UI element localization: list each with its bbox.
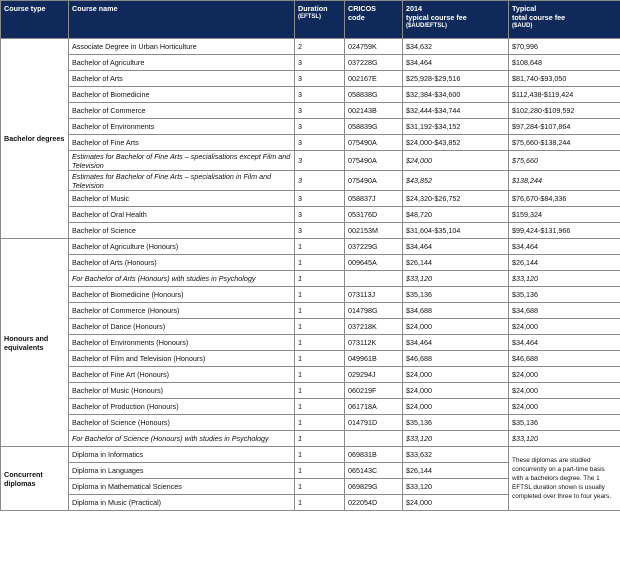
cricos-cell: 073112K: [345, 335, 403, 351]
cricos-cell: 002153M: [345, 223, 403, 239]
total-fee-cell: $97,284-$107,864: [509, 119, 620, 135]
course-name-cell: Bachelor of Fine Arts: [69, 135, 295, 151]
table-body: [1, 39, 620, 511]
duration-cell: 3: [295, 55, 345, 71]
duration-cell: 3: [295, 171, 345, 191]
fee-cell: $43,852: [403, 171, 509, 191]
fee-cell: $24,000: [403, 399, 509, 415]
cricos-cell: 009645A: [345, 255, 403, 271]
course-name-cell: Bachelor of Music: [69, 191, 295, 207]
duration-cell: 3: [295, 135, 345, 151]
header-duration: Duration (EFTSL): [295, 1, 345, 39]
fee-cell: $35,136: [403, 415, 509, 431]
cricos-cell: 069829G: [345, 479, 403, 495]
course-name-cell: Bachelor of Agriculture: [69, 55, 295, 71]
course-name-cell: Diploma in Informatics: [69, 447, 295, 463]
total-fee-cell: $24,000: [509, 319, 620, 335]
fee-cell: $26,144: [403, 255, 509, 271]
table-row: [1, 191, 620, 207]
course-name-cell: Bachelor of Commerce (Honours): [69, 303, 295, 319]
cricos-cell: 022054D: [345, 495, 403, 511]
header-cricos: CRICOS code: [345, 1, 403, 39]
header-course-type: Course type: [1, 1, 69, 39]
total-fee-cell: $76,670-$84,336: [509, 191, 620, 207]
cricos-cell: 058838G: [345, 87, 403, 103]
course-name-cell: Bachelor of Environments (Honours): [69, 335, 295, 351]
duration-cell: 3: [295, 151, 345, 171]
fee-cell: $24,000: [403, 367, 509, 383]
duration-cell: 1: [295, 271, 345, 287]
duration-cell: 1: [295, 463, 345, 479]
course-name-cell: Bachelor of Arts (Honours): [69, 255, 295, 271]
cricos-cell: 014798G: [345, 303, 403, 319]
cricos-cell: 069831B: [345, 447, 403, 463]
fee-cell: $34,688: [403, 303, 509, 319]
table-row: [1, 271, 620, 287]
duration-cell: 1: [295, 319, 345, 335]
table-row: [1, 151, 620, 171]
table-row: [1, 431, 620, 447]
table-row: [1, 103, 620, 119]
duration-cell: 3: [295, 207, 345, 223]
fee-cell: $34,464: [403, 55, 509, 71]
course-name-cell: Diploma in Mathematical Sciences: [69, 479, 295, 495]
fee-cell: $33,120: [403, 271, 509, 287]
fee-cell: $33,120: [403, 479, 509, 495]
course-type-cell: Bachelor degrees: [1, 39, 69, 239]
course-name-cell: Bachelor of Fine Art (Honours): [69, 367, 295, 383]
course-name-cell: Bachelor of Science: [69, 223, 295, 239]
table-row: [1, 335, 620, 351]
table-row: [1, 447, 620, 463]
fee-cell: $34,632: [403, 39, 509, 55]
table-row: [1, 287, 620, 303]
total-fee-cell: $99,424-$131,966: [509, 223, 620, 239]
total-fee-cell: $24,000: [509, 367, 620, 383]
course-name-cell: Bachelor of Commerce: [69, 103, 295, 119]
total-fee-cell: $112,438-$119,424: [509, 87, 620, 103]
cricos-cell: 060219F: [345, 383, 403, 399]
fee-cell: $34,464: [403, 239, 509, 255]
course-name-cell: Bachelor of Dance (Honours): [69, 319, 295, 335]
fee-cell: $31,192-$34,152: [403, 119, 509, 135]
cricos-cell: 029294J: [345, 367, 403, 383]
course-type-cell: Honours and equivalents: [1, 239, 69, 447]
table-row: [1, 399, 620, 415]
course-name-cell: Bachelor of Science (Honours): [69, 415, 295, 431]
fee-cell: $35,136: [403, 287, 509, 303]
duration-cell: 3: [295, 223, 345, 239]
fee-cell: $33,120: [403, 431, 509, 447]
total-fee-cell: $24,000: [509, 399, 620, 415]
total-fee-cell: $34,688: [509, 303, 620, 319]
course-name-cell: For Bachelor of Science (Honours) with studies in Psychology: [69, 431, 295, 447]
duration-cell: 1: [295, 255, 345, 271]
course-name-cell: Bachelor of Biomedicine: [69, 87, 295, 103]
total-fee-cell: $108,648: [509, 55, 620, 71]
cricos-cell: 065143C: [345, 463, 403, 479]
table-row: [1, 171, 620, 191]
cricos-cell: 049961B: [345, 351, 403, 367]
total-fee-cell: $75,660: [509, 151, 620, 171]
fee-cell: $24,320-$26,752: [403, 191, 509, 207]
fee-cell: $24,000: [403, 383, 509, 399]
cricos-cell: 061718A: [345, 399, 403, 415]
duration-cell: 3: [295, 71, 345, 87]
table-row: [1, 255, 620, 271]
course-name-cell: Bachelor of Production (Honours): [69, 399, 295, 415]
cricos-cell: [345, 431, 403, 447]
course-name-cell: For Bachelor of Arts (Honours) with studies in Psychology: [69, 271, 295, 287]
fee-cell: $24,000: [403, 151, 509, 171]
table-row: [1, 207, 620, 223]
duration-cell: 1: [295, 431, 345, 447]
fee-cell: $24,000: [403, 319, 509, 335]
diploma-note: These diplomas are studied concurrently on a part-time basis with a bachelors degree. The 1 EFTSL duration shown is usually completed over three to four years.: [509, 447, 620, 511]
total-fee-cell: $35,136: [509, 415, 620, 431]
table-row: [1, 415, 620, 431]
duration-cell: 3: [295, 87, 345, 103]
total-fee-cell: $34,464: [509, 335, 620, 351]
course-name-cell: Bachelor of Arts: [69, 71, 295, 87]
total-fee-cell: $33,120: [509, 431, 620, 447]
table-header: [1, 1, 620, 39]
duration-cell: 1: [295, 287, 345, 303]
cricos-cell: 014791D: [345, 415, 403, 431]
total-fee-cell: $46,688: [509, 351, 620, 367]
cricos-cell: 002167E: [345, 71, 403, 87]
fee-cell: $24,000: [403, 495, 509, 511]
fee-cell: $48,720: [403, 207, 509, 223]
fee-cell: $34,464: [403, 335, 509, 351]
total-fee-cell: $26,144: [509, 255, 620, 271]
cricos-cell: 037229G: [345, 239, 403, 255]
cricos-cell: 075490A: [345, 151, 403, 171]
course-name-cell: Estimates for Bachelor of Fine Arts – specialisations except Film and Television: [69, 151, 295, 171]
course-name-cell: Estimates for Bachelor of Fine Arts – specialisation in Film and Television: [69, 171, 295, 191]
course-name-cell: Diploma in Languages: [69, 463, 295, 479]
total-fee-cell: $75,660-$138,244: [509, 135, 620, 151]
cricos-cell: 058839G: [345, 119, 403, 135]
total-fee-cell: $33,120: [509, 271, 620, 287]
fee-cell: $46,688: [403, 351, 509, 367]
table-row: [1, 319, 620, 335]
duration-cell: 1: [295, 399, 345, 415]
cricos-cell: 075490A: [345, 171, 403, 191]
duration-cell: 1: [295, 383, 345, 399]
table-row: [1, 71, 620, 87]
duration-cell: 3: [295, 191, 345, 207]
header-fee-2014: 2014 typical course fee ($AUD/EFTSL): [403, 1, 509, 39]
duration-cell: 1: [295, 239, 345, 255]
course-name-cell: Bachelor of Agriculture (Honours): [69, 239, 295, 255]
duration-cell: 1: [295, 447, 345, 463]
table-row: [1, 303, 620, 319]
cricos-cell: 073113J: [345, 287, 403, 303]
fee-cell: $32,384-$34,600: [403, 87, 509, 103]
duration-cell: 2: [295, 39, 345, 55]
total-fee-cell: $34,464: [509, 239, 620, 255]
cricos-cell: 024759K: [345, 39, 403, 55]
cricos-cell: 037228G: [345, 55, 403, 71]
duration-cell: 1: [295, 415, 345, 431]
total-fee-cell: $81,740-$93,050: [509, 71, 620, 87]
fee-cell: $24,000-$43,852: [403, 135, 509, 151]
total-fee-cell: $102,280-$109,592: [509, 103, 620, 119]
cricos-cell: 037218K: [345, 319, 403, 335]
course-name-cell: Bachelor of Music (Honours): [69, 383, 295, 399]
total-fee-cell: $24,000: [509, 383, 620, 399]
duration-cell: 1: [295, 351, 345, 367]
table-row: [1, 223, 620, 239]
fee-cell: $25,928-$29,516: [403, 71, 509, 87]
course-name-cell: Associate Degree in Urban Horticulture: [69, 39, 295, 55]
cricos-cell: 053176D: [345, 207, 403, 223]
cricos-cell: [345, 271, 403, 287]
table-row: [1, 383, 620, 399]
course-name-cell: Bachelor of Oral Health: [69, 207, 295, 223]
course-name-cell: Bachelor of Biomedicine (Honours): [69, 287, 295, 303]
table-row: [1, 55, 620, 71]
duration-cell: 1: [295, 335, 345, 351]
table-row: [1, 119, 620, 135]
course-type-cell: Concurrent diplomas: [1, 447, 69, 511]
course-name-cell: Bachelor of Film and Television (Honours): [69, 351, 295, 367]
header-course-name: Course name: [69, 1, 295, 39]
header-total-fee: Typical total course fee ($AUD): [509, 1, 620, 39]
duration-cell: 1: [295, 495, 345, 511]
total-fee-cell: $138,244: [509, 171, 620, 191]
duration-cell: 1: [295, 303, 345, 319]
duration-cell: 1: [295, 479, 345, 495]
duration-cell: 3: [295, 103, 345, 119]
total-fee-cell: $159,324: [509, 207, 620, 223]
fee-cell: $31,604-$35,104: [403, 223, 509, 239]
table-row: [1, 367, 620, 383]
duration-cell: 3: [295, 119, 345, 135]
table-row: [1, 351, 620, 367]
course-name-cell: Bachelor of Environments: [69, 119, 295, 135]
duration-cell: 1: [295, 367, 345, 383]
fee-cell: $26,144: [403, 463, 509, 479]
cricos-cell: 075490A: [345, 135, 403, 151]
cricos-cell: 002143B: [345, 103, 403, 119]
course-name-cell: Diploma in Music (Practical): [69, 495, 295, 511]
cricos-cell: 058837J: [345, 191, 403, 207]
table-row: [1, 135, 620, 151]
fee-cell: $33,632: [403, 447, 509, 463]
table-row: [1, 87, 620, 103]
table-row: [1, 239, 620, 255]
total-fee-cell: $35,136: [509, 287, 620, 303]
total-fee-cell: $70,996: [509, 39, 620, 55]
table-row: [1, 39, 620, 55]
fee-cell: $32,444-$34,744: [403, 103, 509, 119]
